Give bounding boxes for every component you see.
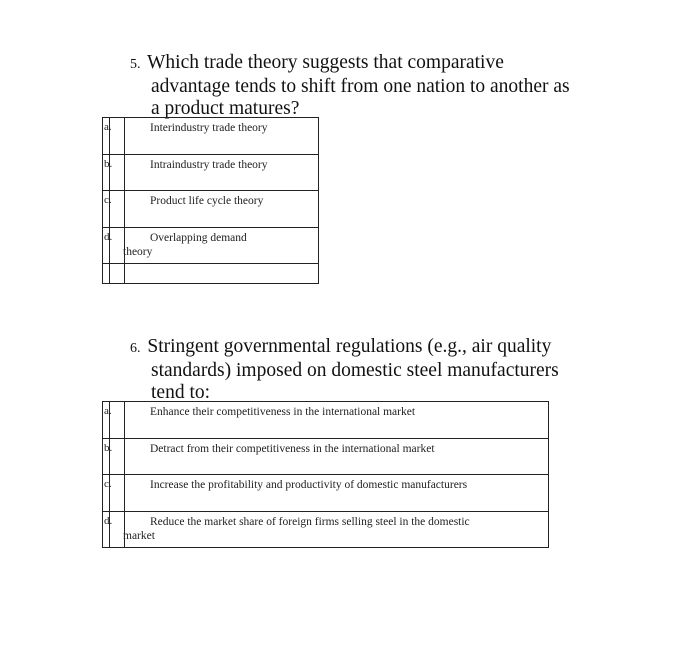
option-label: Increase the profitability and productivity of domestic manufacturers — [150, 479, 468, 491]
option-label: Overlapping demand — [150, 232, 247, 244]
empty-table-row — [102, 263, 319, 284]
option-label: Reduce the market share of foreign firms selling steel in the domestic — [150, 516, 470, 528]
option-label: Interindustry trade theory — [150, 122, 268, 134]
option-label-wrap: market — [123, 530, 155, 542]
option-label: Detract from their competitiveness in the international market — [150, 443, 435, 455]
question-6-number: 6. — [130, 341, 141, 356]
question-6-text — [130, 336, 600, 404]
empty-letter-cell — [109, 264, 125, 283]
option-letter-cell — [104, 155, 125, 190]
question-6-line-2: standards) imposed on domestic steel manufacturers — [151, 360, 559, 381]
option-letter-cell — [104, 439, 125, 474]
question-5-number: 5. — [130, 57, 141, 72]
question-6-line-1-text: Stringent governmental regulations (e.g., air quality — [147, 336, 552, 357]
question-5-line-1 — [130, 52, 600, 76]
option-6c[interactable] — [102, 474, 549, 512]
option-letter-cell — [104, 118, 125, 154]
option-5d[interactable] — [102, 227, 319, 264]
option-letter-cell — [104, 402, 125, 438]
option-label: Enhance their competitiveness in the international market — [150, 406, 416, 418]
option-letter-cell — [104, 191, 125, 227]
option-6a[interactable] — [102, 401, 549, 439]
option-label: Product life cycle theory — [150, 195, 264, 207]
option-label-wrap: theory — [123, 246, 153, 258]
option-letter: d. — [104, 515, 113, 527]
option-5c[interactable] — [102, 190, 319, 228]
option-letter: c. — [104, 194, 112, 206]
option-6d[interactable] — [102, 511, 549, 548]
option-letter: b. — [104, 158, 113, 170]
question-5-line-2: advantage tends to shift from one nation to another as — [151, 76, 570, 97]
option-letter-cell — [104, 475, 125, 511]
option-letter: b. — [104, 442, 113, 454]
option-label: Intraindustry trade theory — [150, 159, 268, 171]
question-6-line-1 — [130, 336, 600, 360]
option-5a[interactable] — [102, 117, 319, 155]
question-5-line-3: a product matures? — [151, 98, 300, 119]
question-5-text — [130, 52, 600, 120]
option-letter: a. — [104, 121, 112, 133]
option-letter: d. — [104, 231, 113, 243]
question-6-line-3: tend to: — [151, 382, 211, 403]
question-5-line-1-text: Which trade theory suggests that comparative — [147, 52, 504, 73]
option-5b[interactable] — [102, 154, 319, 191]
option-letter: a. — [104, 405, 112, 417]
option-letter: c. — [104, 478, 112, 490]
option-6b[interactable] — [102, 438, 549, 475]
